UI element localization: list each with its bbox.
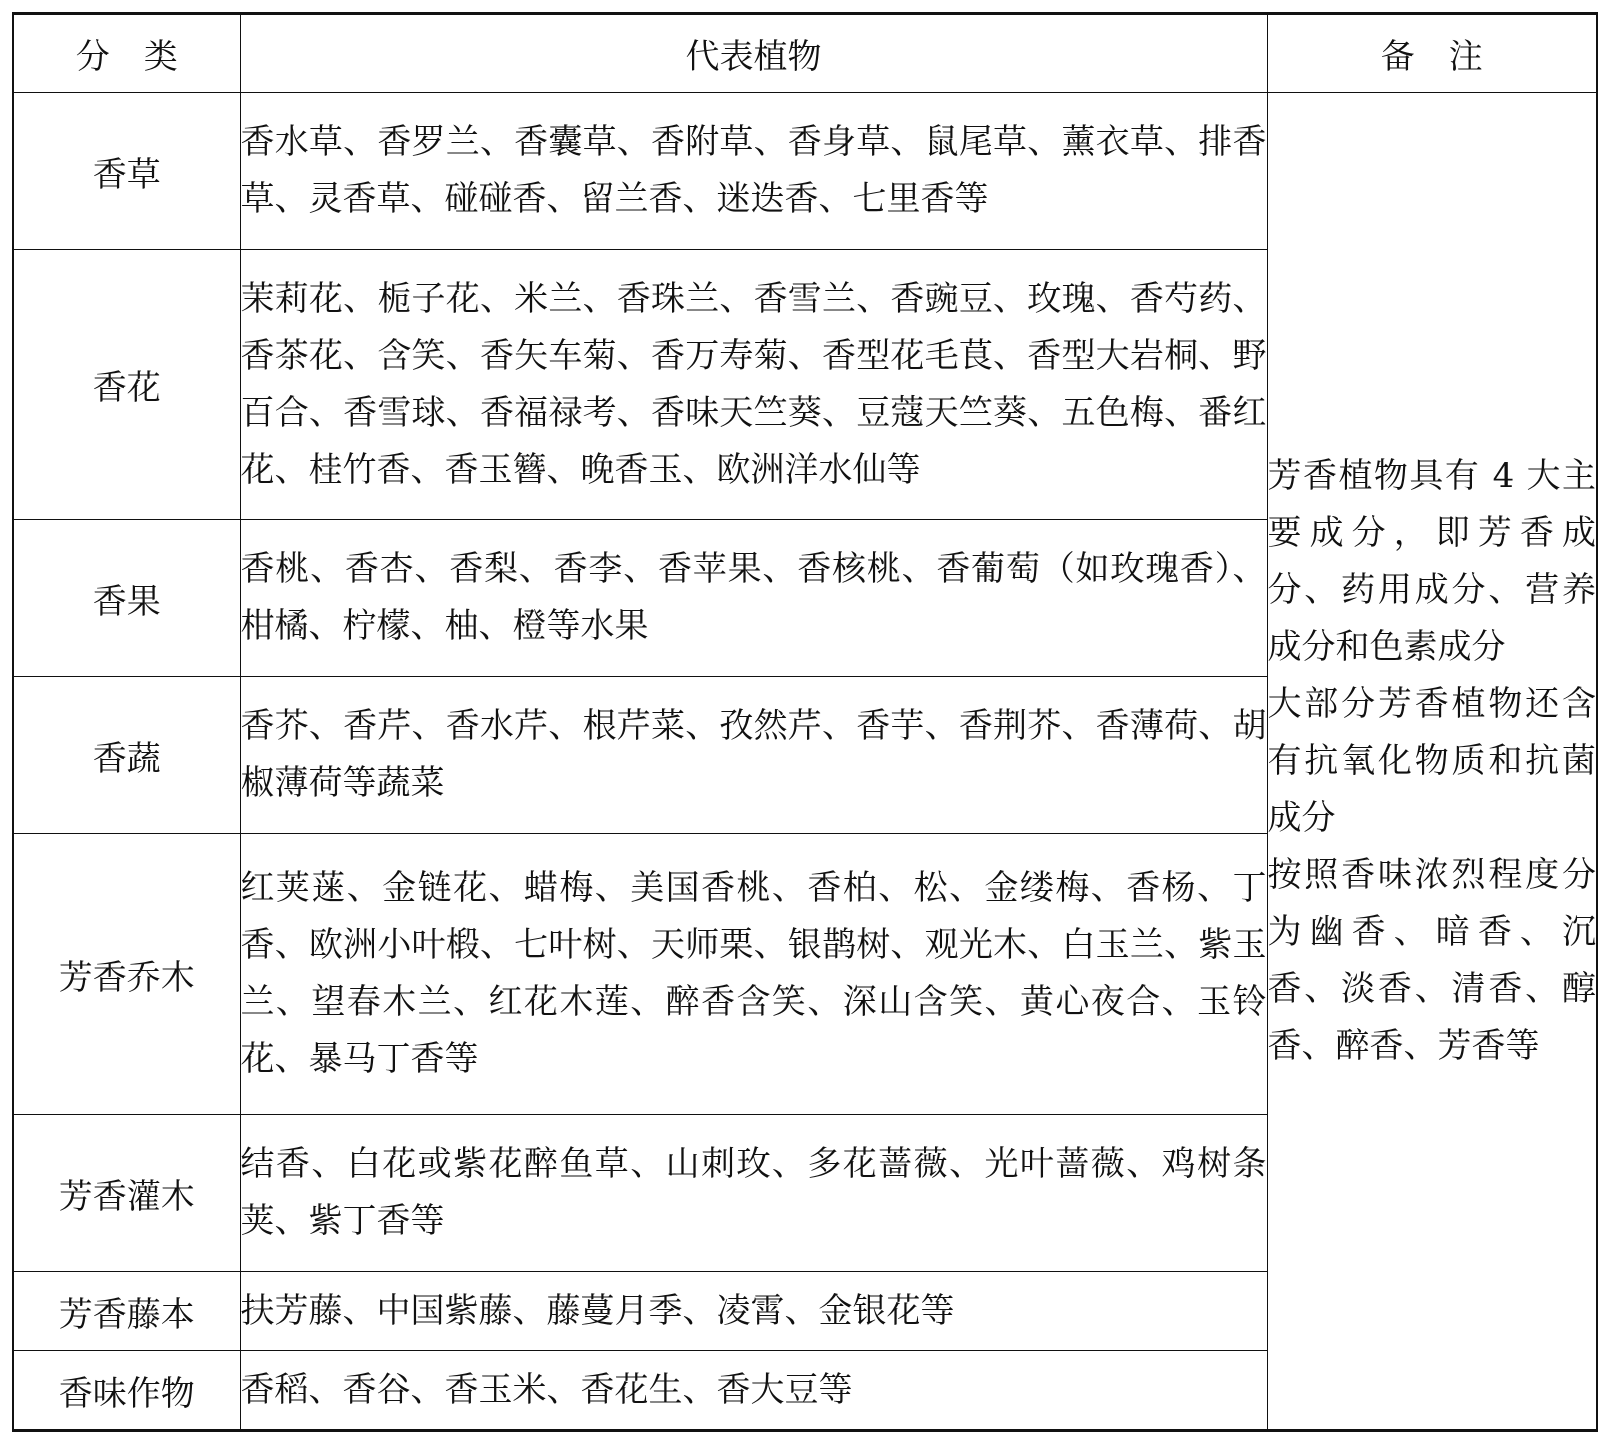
header-representative-plants: 代表植物 xyxy=(240,14,1267,93)
plants-cell: 香稻、香谷、香玉米、香花生、香大豆等 xyxy=(240,1351,1267,1431)
category-cell: 香果 xyxy=(13,520,240,677)
aromatic-plants-table xyxy=(12,12,1598,1432)
plants-cell: 香水草、香罗兰、香囊草、香附草、香身草、鼠尾草、薰衣草、排香草、灵香草、碰碰香、留兰香、迷迭香、七里香等 xyxy=(240,93,1267,250)
category-cell: 香蔬 xyxy=(13,677,240,834)
category-cell: 芳香乔木 xyxy=(13,834,240,1115)
plants-cell: 茉莉花、栀子花、米兰、香珠兰、香雪兰、香豌豆、玫瑰、香芍药、香茶花、含笑、香矢车菊、香万寿菊、香型花毛茛、香型大岩桐、野百合、香雪球、香福禄考、香味天竺葵、豆蔻天竺葵、五色梅、番红花、桂竹香、香玉簪、晚香玉、欧洲洋水仙等 xyxy=(240,250,1267,520)
plants-cell: 红荚蒾、金链花、蜡梅、美国香桃、香柏、松、金缕梅、香杨、丁香、欧洲小叶椴、七叶树、天师栗、银鹊树、观光木、白玉兰、紫玉兰、望春木兰、红花木莲、醉香含笑、深山含笑、黄心夜合、玉铃花、暴马丁香等 xyxy=(240,834,1267,1115)
header-category: 分 类 xyxy=(13,14,240,93)
category-cell: 芳香藤本 xyxy=(13,1272,240,1351)
category-cell: 香味作物 xyxy=(13,1351,240,1431)
plants-cell: 香桃、香杏、香梨、香李、香苹果、香核桃、香葡萄（如玫瑰香）、柑橘、柠檬、柚、橙等水果 xyxy=(240,520,1267,677)
plants-cell: 结香、白花或紫花醉鱼草、山刺玫、多花蔷薇、光叶蔷薇、鸡树条荚、紫丁香等 xyxy=(240,1115,1267,1272)
remarks-paragraph-components: 芳香植物具有 4 大主要成分，即芳香成分、药用成分、营养成分和色素成分 xyxy=(1267,455,1596,667)
header-remarks: 备 注 xyxy=(1267,14,1597,93)
plants-cell: 扶芳藤、中国紫藤、藤蔓月季、凌霄、金银花等 xyxy=(240,1272,1267,1351)
category-cell: 香草 xyxy=(13,93,240,250)
remarks-paragraph-fragrance-types: 按照香味浓烈程度分为幽香、暗香、沉香、淡香、清香、醇香、醉香、芳香等 xyxy=(1267,854,1596,1066)
remarks-paragraph-antioxidant: 大部分芳香植物还含有抗氧化物质和抗菌成分 xyxy=(1267,683,1596,838)
plants-cell: 香芥、香芹、香水芹、根芹菜、孜然芹、香芋、香荆芥、香薄荷、胡椒薄荷等蔬菜 xyxy=(240,677,1267,834)
remarks-cell xyxy=(1267,93,1597,1431)
category-cell: 芳香灌木 xyxy=(13,1115,240,1272)
table-header-row xyxy=(13,14,1597,93)
table-row xyxy=(13,93,1597,250)
category-cell: 香花 xyxy=(13,250,240,520)
